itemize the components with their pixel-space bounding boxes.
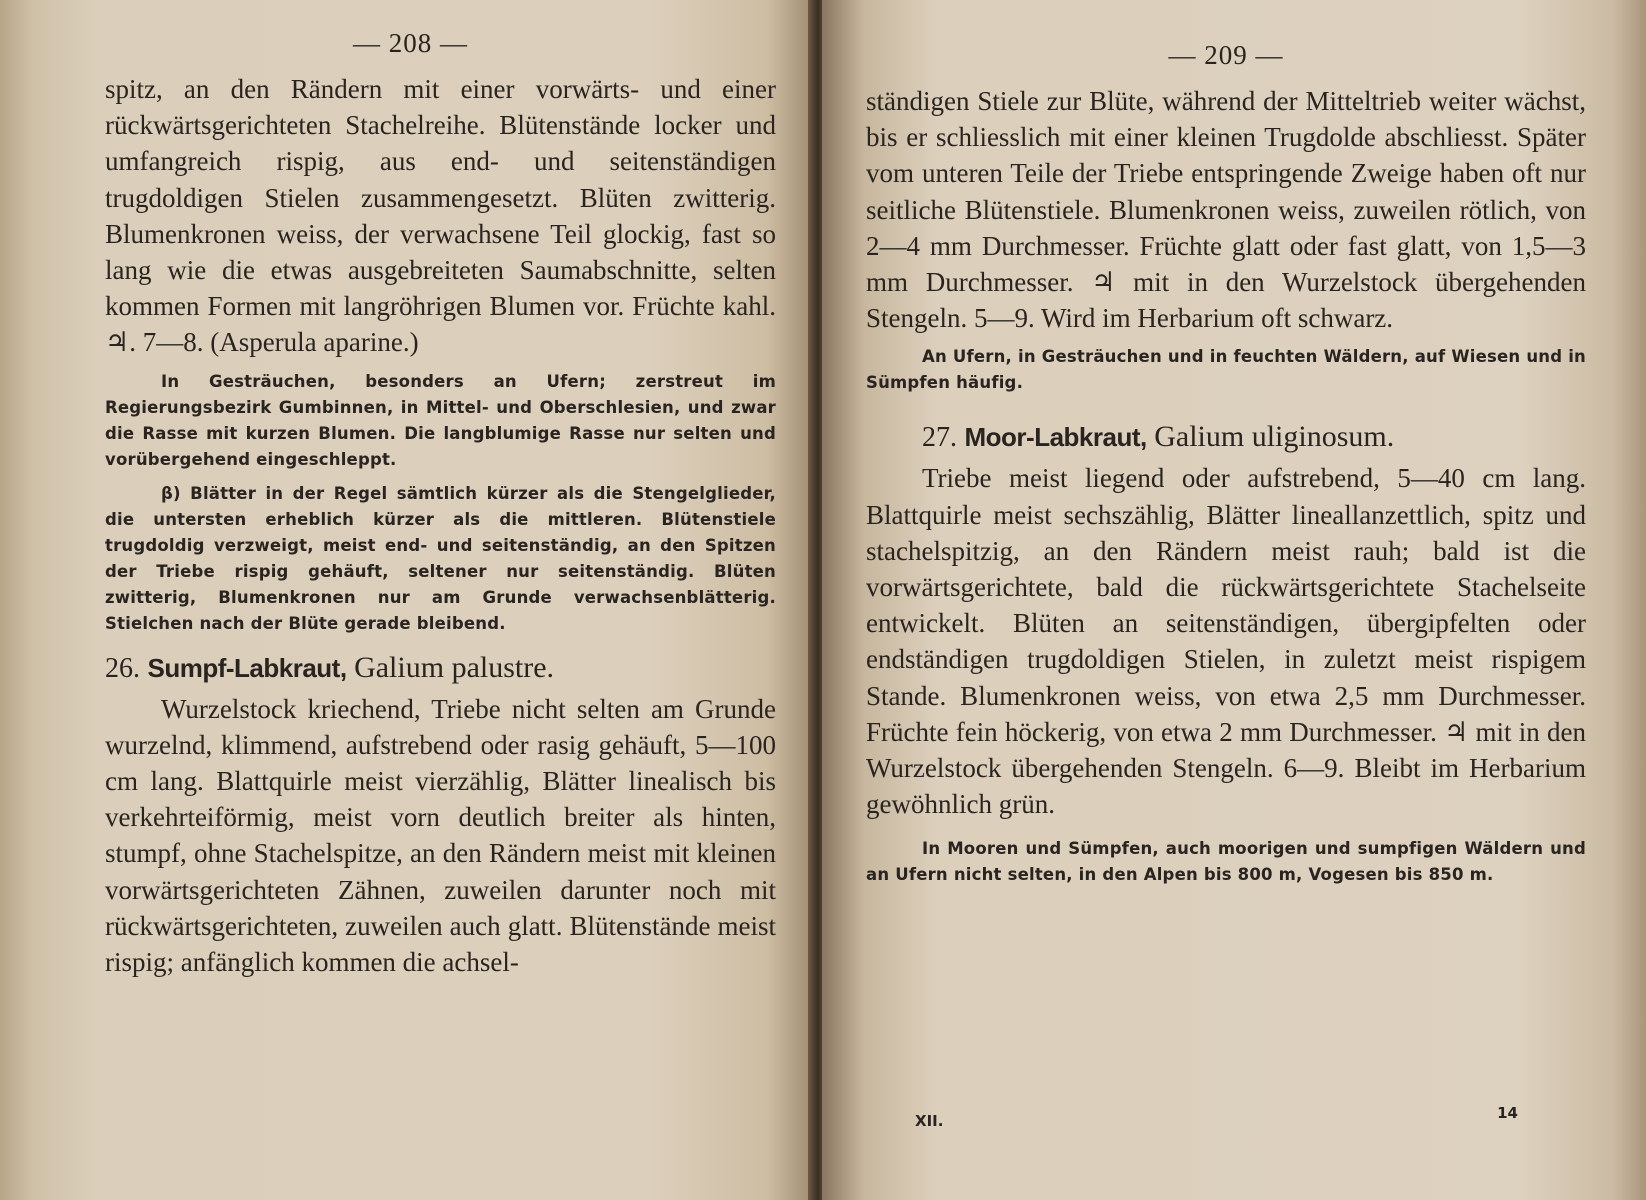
continued-paragraph: spitz, an den Rändern mit einer vorwärts- und einer rückwärtsgerichteten Stachelreihe. Blütenstände locker und umfangreich rispig, aus end- und seitenständigen trugdoldigen Stielen zusammengesetzt. Blüten zwitterig. Blumenkronen weiss, der verwachsene Teil glockig, fast so lang wie die etwas ausgebreiteten Saumabschnitte, selten kommen Formen mit langröhrigen Blumen vor. Früchte kahl. ♃. 7—8. (Asperula aparine.) bbox=[105, 74, 776, 358]
species-number: 26. bbox=[105, 652, 140, 684]
species-heading bbox=[866, 420, 1586, 454]
species-number: 27. bbox=[922, 422, 957, 454]
left-page bbox=[0, 0, 816, 1200]
species-latin-name: Galium palustre. bbox=[354, 650, 555, 684]
sheet-number: 14 bbox=[1497, 1104, 1518, 1122]
species-latin-name: Galium uliginosum. bbox=[1154, 420, 1395, 454]
variety-note: β) Blätter in der Regel sämtlich kürzer als die Stengelglieder, die untersten erheblich kürzer als die mittleren. Blütenstiele trugdoldig verzweigt, meist end- und seitenständig, an den Spitzen der Triebe rispig gehäuft, seltener nur seitenständig. Blüten zwitterig, Blumenkronen nur am Grunde verwachsenblätterig. Stielchen nach der Blüte gerade bleibend. bbox=[105, 483, 776, 633]
species-german-name: Sumpf-Labkraut, bbox=[147, 652, 347, 683]
page-number: — 208 — bbox=[353, 28, 468, 58]
right-page bbox=[822, 0, 1646, 1200]
species-description: Triebe meist liegend oder aufstrebend, 5—40 cm lang. Blattquirle meist sechszählig, Blätter lineallanzettlich, spitz und stachelspitzig, an den Rändern meist rauh; bald ist die vorwärtsgerichtete, bald die rückwärtsgerichtete Stachelseite entwickelt. Blüten an seitenständigen, übergipfelten oder endständigen trugdoldigen Stielen, in zuletzt meist rispigem Stande. Blumenkronen weiss, von etwa 2,5 mm Durchmesser. Früchte fein höckerig, von etwa 2 mm Durchmesser. ♃ mit in den Wurzelstock übergehenden Stengeln. 6—9. Bleibt im Herbarium gewöhnlich grün. bbox=[866, 463, 1586, 820]
species-heading bbox=[105, 651, 776, 685]
habitat-note: An Ufern, in Gesträuchen und in feuchten Wäldern, auf Wiesen und in Sümpfen häufig. bbox=[866, 347, 1586, 393]
continued-paragraph: ständigen Stiele zur Blüte, während der Mitteltrieb weiter wächst, bis er schliesslich mit einer kleinen Trugdolde abschliesst. Später vom unteren Teile der Triebe entspringende Zweige haben oft nur seitliche Blütenstiele. Blumenkronen weiss, zuweilen rötlich, von 2—4 mm Durchmesser. Früchte glatt oder fast glatt, von 1,5—3 mm Durchmesser. ♃ mit in den Wurzelstock übergehenden Stengeln. 5—9. Wird im Herbarium oft schwarz. bbox=[866, 86, 1586, 334]
species-description: Wurzelstock kriechend, Triebe nicht selten am Grunde wurzelnd, klimmend, aufstrebend oder rasig gehäuft, 5—100 cm lang. Blattquirle meist vierzählig, Blätter linealisch bis verkehrteiförmig, meist vorn deutlich breiter als hinten, stumpf, ohne Stachelspitze, an den Rändern meist mit kleinen vorwärtsgerichteten Zähnen, zuweilen darunter noch mit rückwärtsgerichteten, zuweilen auch glatt. Blütenstände meist rispig; anfänglich kommen die achsel- bbox=[105, 693, 776, 978]
habitat-note: In Gesträuchen, besonders an Ufern; zerstreut im Regierungsbezirk Gumbinnen, in Mittel- und Oberschlesien, und zwar die Rasse mit kurzen Blumen. Die langblumige Rasse nur selten und vorübergehend eingeschleppt. bbox=[105, 371, 776, 469]
signature-mark: XII. bbox=[915, 1112, 944, 1130]
page-number: — 209 — bbox=[1168, 40, 1284, 70]
species-german-name: Moor-Labkraut, bbox=[964, 422, 1147, 453]
species-habitat-note: In Mooren und Sümpfen, auch moorigen und sumpfigen Wäldern und an Ufern nicht selten, in den Alpen bis 800 m, Vogesen bis 850 m. bbox=[866, 839, 1586, 885]
